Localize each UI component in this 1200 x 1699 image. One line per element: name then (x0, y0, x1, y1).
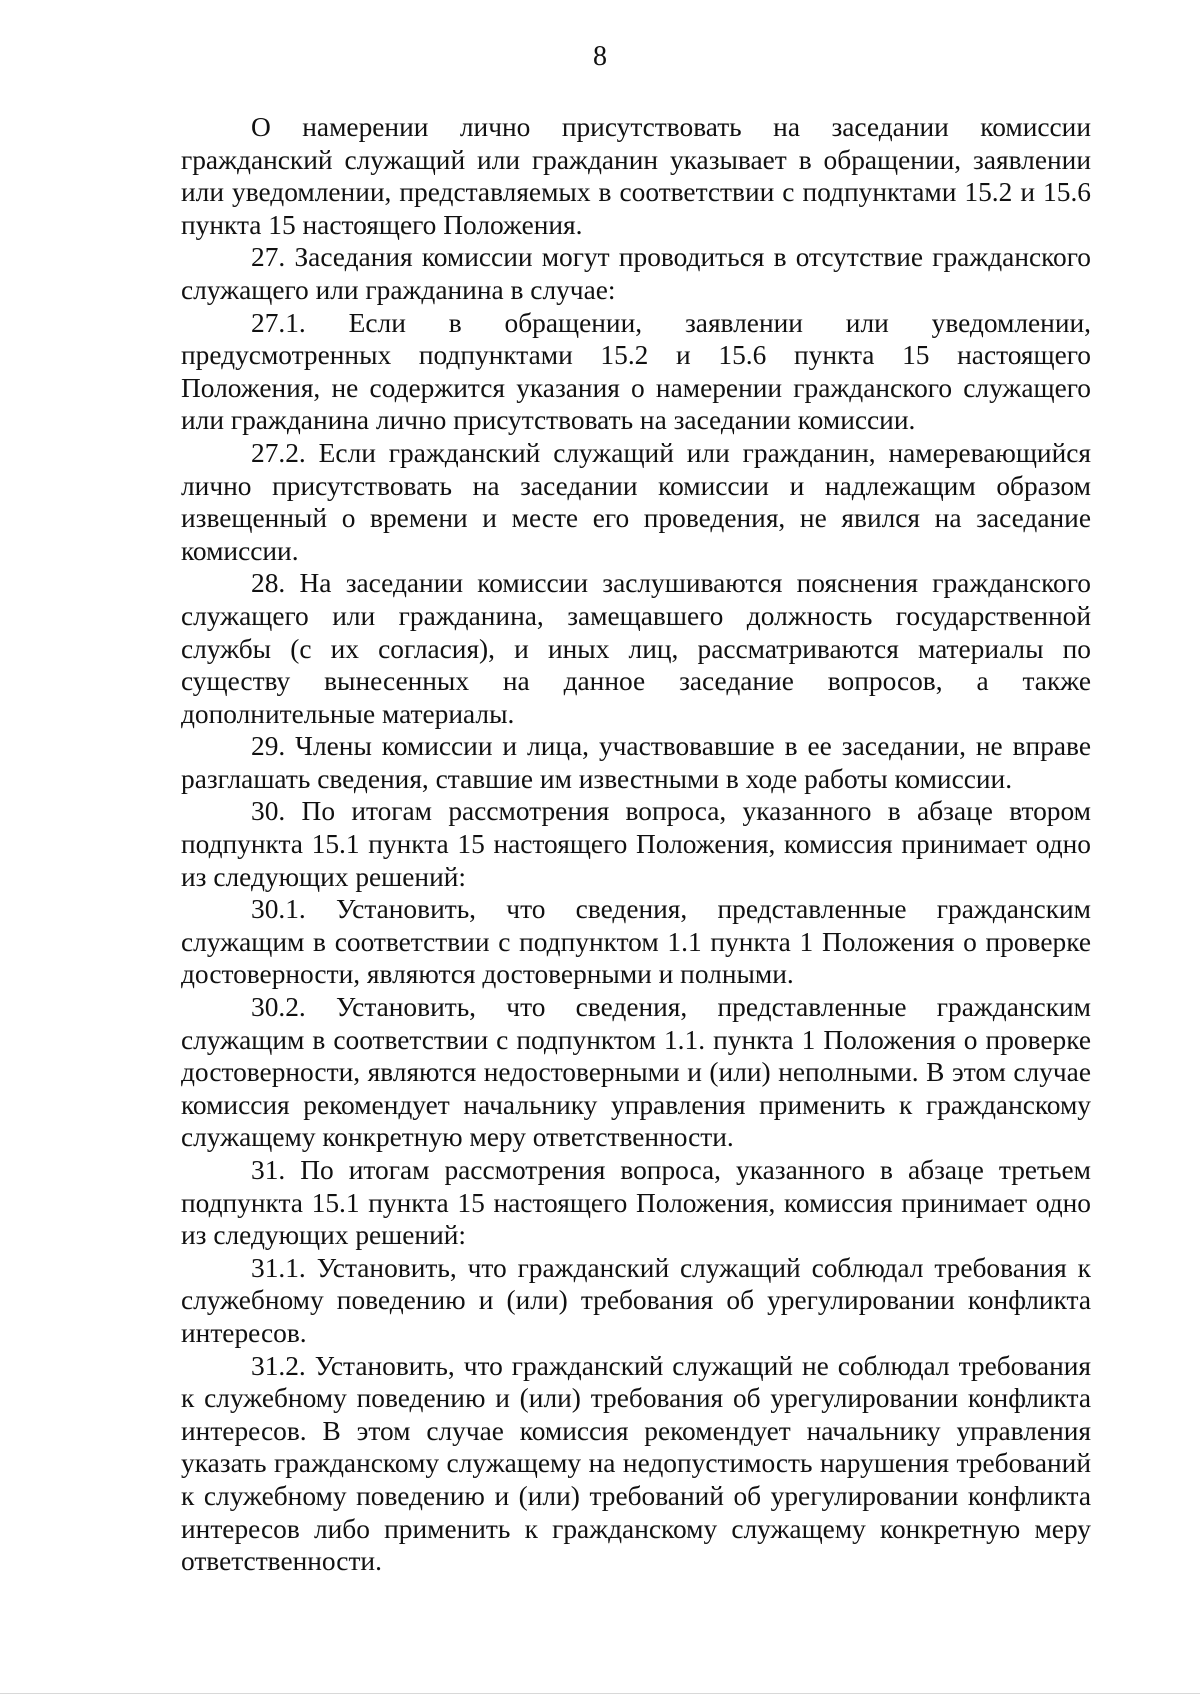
document-body (181, 111, 1091, 1578)
paragraph-intro: О намерении лично присутствовать на заседании комиссии гражданский служащий или гражданин указывает в обращении, заявлении или уведомлении, представляемых в соответствии с подпунктами 15.2 и 15.6 пункта 15 настоящего Положения. (181, 112, 1091, 240)
paragraph-30-2: 30.2. Установить, что сведения, представленные гражданским служащим в соответствии с подпунктом 1.1. пункта 1 Положения о проверке достоверности, являются недостоверными и (или) неполными. В этом случае комиссия рекомендует начальнику управления применить к гражданскому служащему конкретную меру ответственности. (181, 992, 1091, 1153)
paragraph-27-2: 27.2. Если гражданский служащий или гражданин, намеревающийся лично присутствовать на заседании комиссии и надлежащим образом извещенный о времени и месте его проведения, не явился на заседание комиссии. (181, 437, 1091, 566)
paragraph-29: 29. Члены комиссии и лица, участвовавшие в ее заседании, не вправе разглашать сведения, ставшие им известными в ходе работы комиссии. (181, 731, 1091, 794)
paragraph-30: 30. По итогам рассмотрения вопроса, указанного в абзаце втором подпункта 15.1 пункта 15 настоящего Положения, комиссия принимает одно из следующих решений: (181, 796, 1091, 892)
paragraph-28: 28. На заседании комиссии заслушиваются пояснения гражданского служащего или гражданина, замещавшего должность государственной службы (с их согласия), и иных лиц, рассматриваются материалы по существу вынесенных на данное заседание вопросов, а также дополнительные материалы. (181, 568, 1091, 729)
paragraph-31: 31. По итогам рассмотрения вопроса, указанного в абзаце третьем подпункта 15.1 пункта 15 настоящего Положения, комиссия принимает одно из следующих решений: (181, 1155, 1091, 1251)
page-bottom-edge (0, 1693, 1200, 1694)
paragraph-27-1: 27.1. Если в обращении, заявлении или уведомлении, предусмотренных подпунктами 15.2 и 15.6 пункта 15 настоящего Положения, не содержится указания о намерении гражданского служащего или гражданина лично присутствовать на заседании комиссии. (181, 307, 1091, 436)
paragraph-27: 27. Заседания комиссии могут проводиться в отсутствие гражданского служащего или гражданина в случае: (181, 242, 1091, 305)
paragraph-31-2: 31.2. Установить, что гражданский служащий не соблюдал требования к служебному поведению и (или) требования об урегулировании конфликта интересов. В этом случае комиссия рекомендует начальнику управления указать гражданскому служащему на недопустимость нарушения требований к служебному поведению и (или) требований об урегулировании конфликта интересов либо применить к гражданскому служащему конкретную меру ответственности. (181, 1350, 1091, 1577)
paragraph-31-1: 31.1. Установить, что гражданский служащий соблюдал требования к служебному поведению и (или) требования об урегулировании конфликта интересов. (181, 1252, 1091, 1348)
paragraph-30-1: 30.1. Установить, что сведения, представленные гражданским служащим в соответствии с подпунктом 1.1 пункта 1 Положения о проверке достоверности, являются достоверными и полными. (181, 894, 1091, 990)
page-number: 8 (593, 41, 607, 72)
